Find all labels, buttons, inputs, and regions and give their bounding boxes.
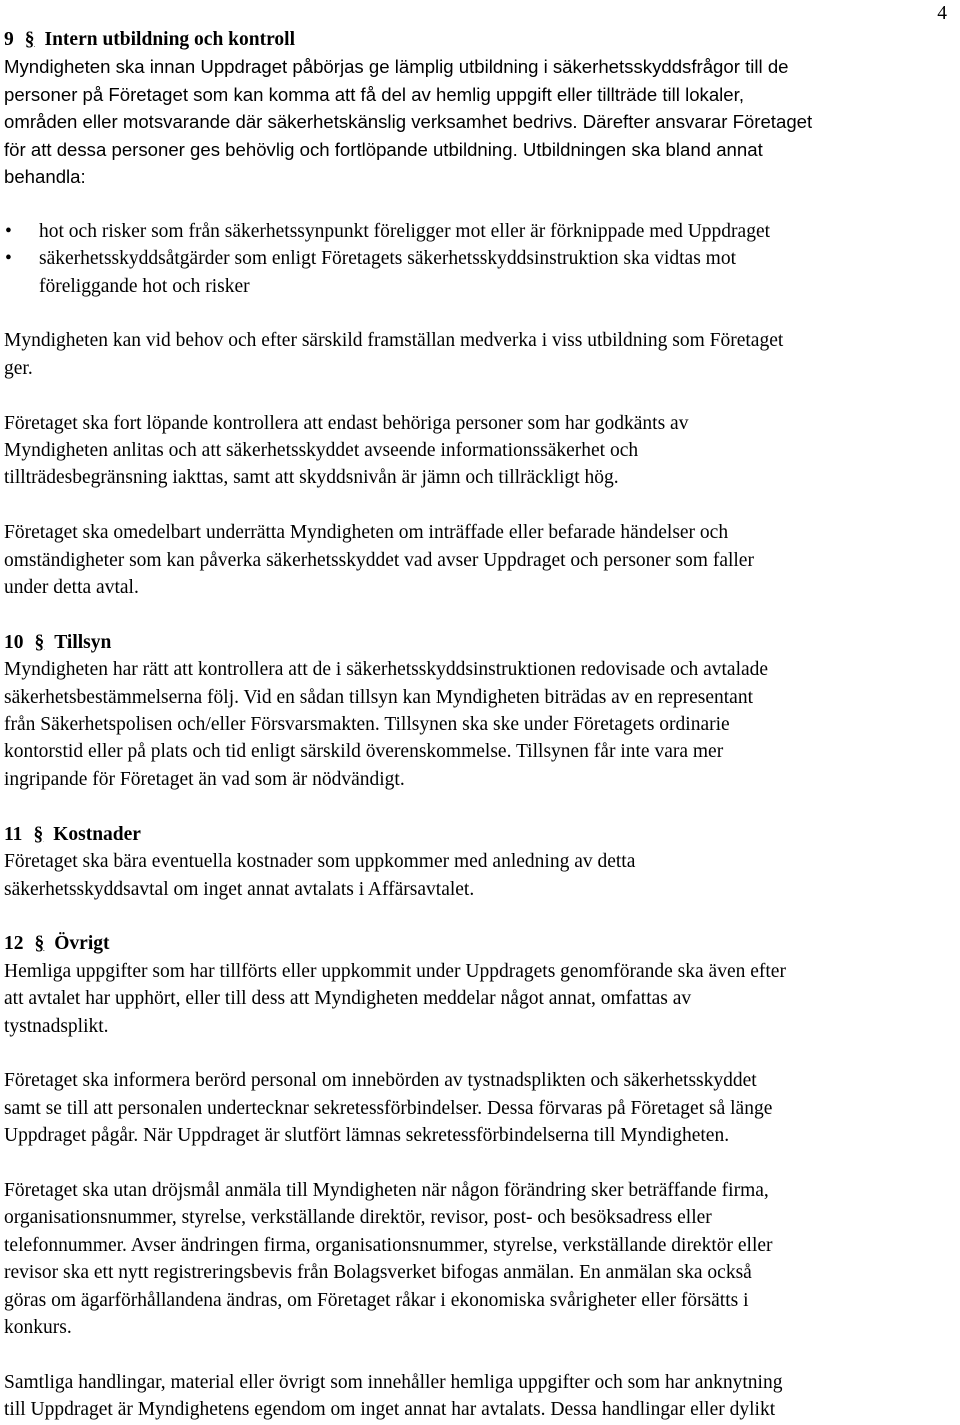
paragraph xyxy=(4,656,958,793)
text-line: säkerhetsbestämmelserna följ. Vid en sådan tillsyn kan Myndigheten biträdas av en representant xyxy=(4,686,753,708)
text-line: göras om ägarförhållandena ändras, om Företaget råkar i ekonomiska svårigheter eller försätts i xyxy=(4,1289,749,1311)
section-heading xyxy=(4,26,958,53)
section-10 xyxy=(4,629,958,793)
text-line: telefonnummer. Avser ändringen firma, organisationsnummer, styrelse, verkställande direktör eller xyxy=(4,1234,773,1256)
text-line: Samtliga handlingar, material eller övrigt som innehåller hemliga uppgifter och som har anknytning xyxy=(4,1371,783,1393)
paragraph xyxy=(4,327,958,382)
paragraph xyxy=(4,1177,958,1341)
text-line: ger. xyxy=(4,357,33,379)
text-line: områden eller motsvarande där säkerhetskänslig verksamhet bedrivs. Därefter ansvarar Företaget xyxy=(4,111,813,133)
text-line: ingripande för Företaget än vad som är nödvändigt. xyxy=(4,768,405,790)
text-line: Företaget ska fort löpande kontrollera att endast behöriga personer som har godkänts av xyxy=(4,412,689,434)
section-symbol: § xyxy=(34,631,45,653)
document-page xyxy=(4,26,958,1424)
page-number: 4 xyxy=(937,3,947,24)
text-line: kontorstid eller på plats och tid enligt särskild överenskommelse. Tillsynen får inte vara mer xyxy=(4,741,724,763)
section-title: Övrigt xyxy=(54,933,110,955)
text-line: samt se till att personalen undertecknar sekretessförbindelser. Dessa förvaras på Företaget så länge xyxy=(4,1097,773,1119)
section-title: Intern utbildning och kontroll xyxy=(44,29,296,50)
section-heading xyxy=(4,821,958,848)
text-line: tillträdesbegränsning iakttas, samt att skyddsnivån är jämn och tillräckligt hög. xyxy=(4,467,619,489)
section-title: Tillsyn xyxy=(54,631,112,653)
paragraph xyxy=(4,1067,958,1149)
list-item xyxy=(4,245,958,300)
paragraph xyxy=(4,53,958,190)
text-line: från Säkerhetspolisen och/eller Försvarsmakten. Tillsynen ska ske under Företagets ordinarie xyxy=(4,714,730,736)
text-line: Företaget ska omedelbart underrätta Myndigheten om inträffade eller befarade händelser och xyxy=(4,522,729,544)
text-line: att avtalet har upphört, eller till dess att Myndigheten meddelar något annat, omfattas av xyxy=(4,988,692,1010)
text-line: Företaget ska informera berörd personal om innebörden av tystnadsplikten och säkerhetsskyddet xyxy=(4,1070,757,1092)
list-item xyxy=(4,218,958,245)
paragraph xyxy=(4,958,958,1040)
section-number: 12 xyxy=(4,933,24,955)
text-line: behandla: xyxy=(4,166,86,188)
text-line: omständigheter som kan påverka säkerhetsskyddet vad avser Uppdraget och personer som faller xyxy=(4,549,754,571)
bullet-icon: • xyxy=(5,220,12,242)
text-line: Myndigheten ska innan Uppdraget påbörjas ge lämplig utbildning i säkerhetsskyddsfrågor till de xyxy=(4,56,789,78)
paragraph xyxy=(4,519,958,601)
text-line: organisationsnummer, styrelse, verkställande direktör, revisor, post- och besöksadress eller xyxy=(4,1207,712,1229)
section-number: 10 xyxy=(4,631,24,653)
text-line: Myndigheten kan vid behov och efter särskild framställan medverka i viss utbildning som Företaget xyxy=(4,330,784,352)
text-line: föreliggande hot och risker xyxy=(39,275,250,297)
text-line: konkurs. xyxy=(4,1316,72,1338)
text-line: Myndigheten anlitas och att säkerhetsskyddet avseende informationssäkerhet och xyxy=(4,440,639,462)
section-9 xyxy=(4,26,958,601)
paragraph xyxy=(4,410,958,492)
text-line: revisor ska ett nytt registreringsbevis från Bolagsverket bifogas anmälan. En anmälan ska också xyxy=(4,1262,752,1284)
text-line: personer på Företaget som kan komma att få del av hemlig uppgift eller tillträde till lokaler, xyxy=(4,83,744,105)
text-line: under detta avtal. xyxy=(4,577,139,599)
section-heading xyxy=(4,930,958,957)
paragraph xyxy=(4,1369,958,1424)
section-symbol: § xyxy=(33,823,44,845)
text-line: tystnadsplikt. xyxy=(4,1015,109,1037)
text-line: Myndigheten har rätt att kontrollera att de i säkerhetsskyddsinstruktionen redovisade och avtalade xyxy=(4,659,769,681)
section-symbol: § xyxy=(34,933,45,955)
section-number: 9 xyxy=(4,29,14,50)
bullet-icon: • xyxy=(5,248,12,270)
text-line: Företaget ska utan dröjsmål anmäla till Myndigheten när någon förändring sker beträffande firma, xyxy=(4,1179,769,1201)
text-line: Hemliga uppgifter som har tillförts eller uppkommit under Uppdragets genomförande ska även efter xyxy=(4,960,786,982)
section-12 xyxy=(4,930,958,1423)
section-title: Kostnader xyxy=(53,823,141,845)
text-line: säkerhetsskyddsavtal om inget annat avtalats i Affärsavtalet. xyxy=(4,878,475,900)
text-line: säkerhetsskyddsåtgärder som enligt Företagets säkerhetsskyddsinstruktion ska vidtas mot xyxy=(39,248,737,270)
section-11 xyxy=(4,821,958,903)
text-line: till Uppdraget är Myndighetens egendom om inget annat har avtalats. Dessa handlingar eller dylikt xyxy=(4,1399,776,1421)
text-line: hot och risker som från säkerhetssynpunkt föreligger mot eller är förknippade med Uppdraget xyxy=(39,220,771,242)
section-symbol: § xyxy=(24,29,35,50)
text-line: för att dessa personer ges behövlig och fortlöpande utbildning. Utbildningen ska bland annat xyxy=(4,138,763,160)
text-line: Uppdraget pågår. När Uppdraget är slutfört lämnas sekretessförbindelserna till Myndigheten. xyxy=(4,1125,730,1147)
paragraph xyxy=(4,848,958,903)
bullet-list xyxy=(4,218,958,300)
section-heading xyxy=(4,629,958,656)
text-line: Företaget ska bära eventuella kostnader som uppkommer med anledning av detta xyxy=(4,851,636,873)
section-number: 11 xyxy=(4,823,23,845)
